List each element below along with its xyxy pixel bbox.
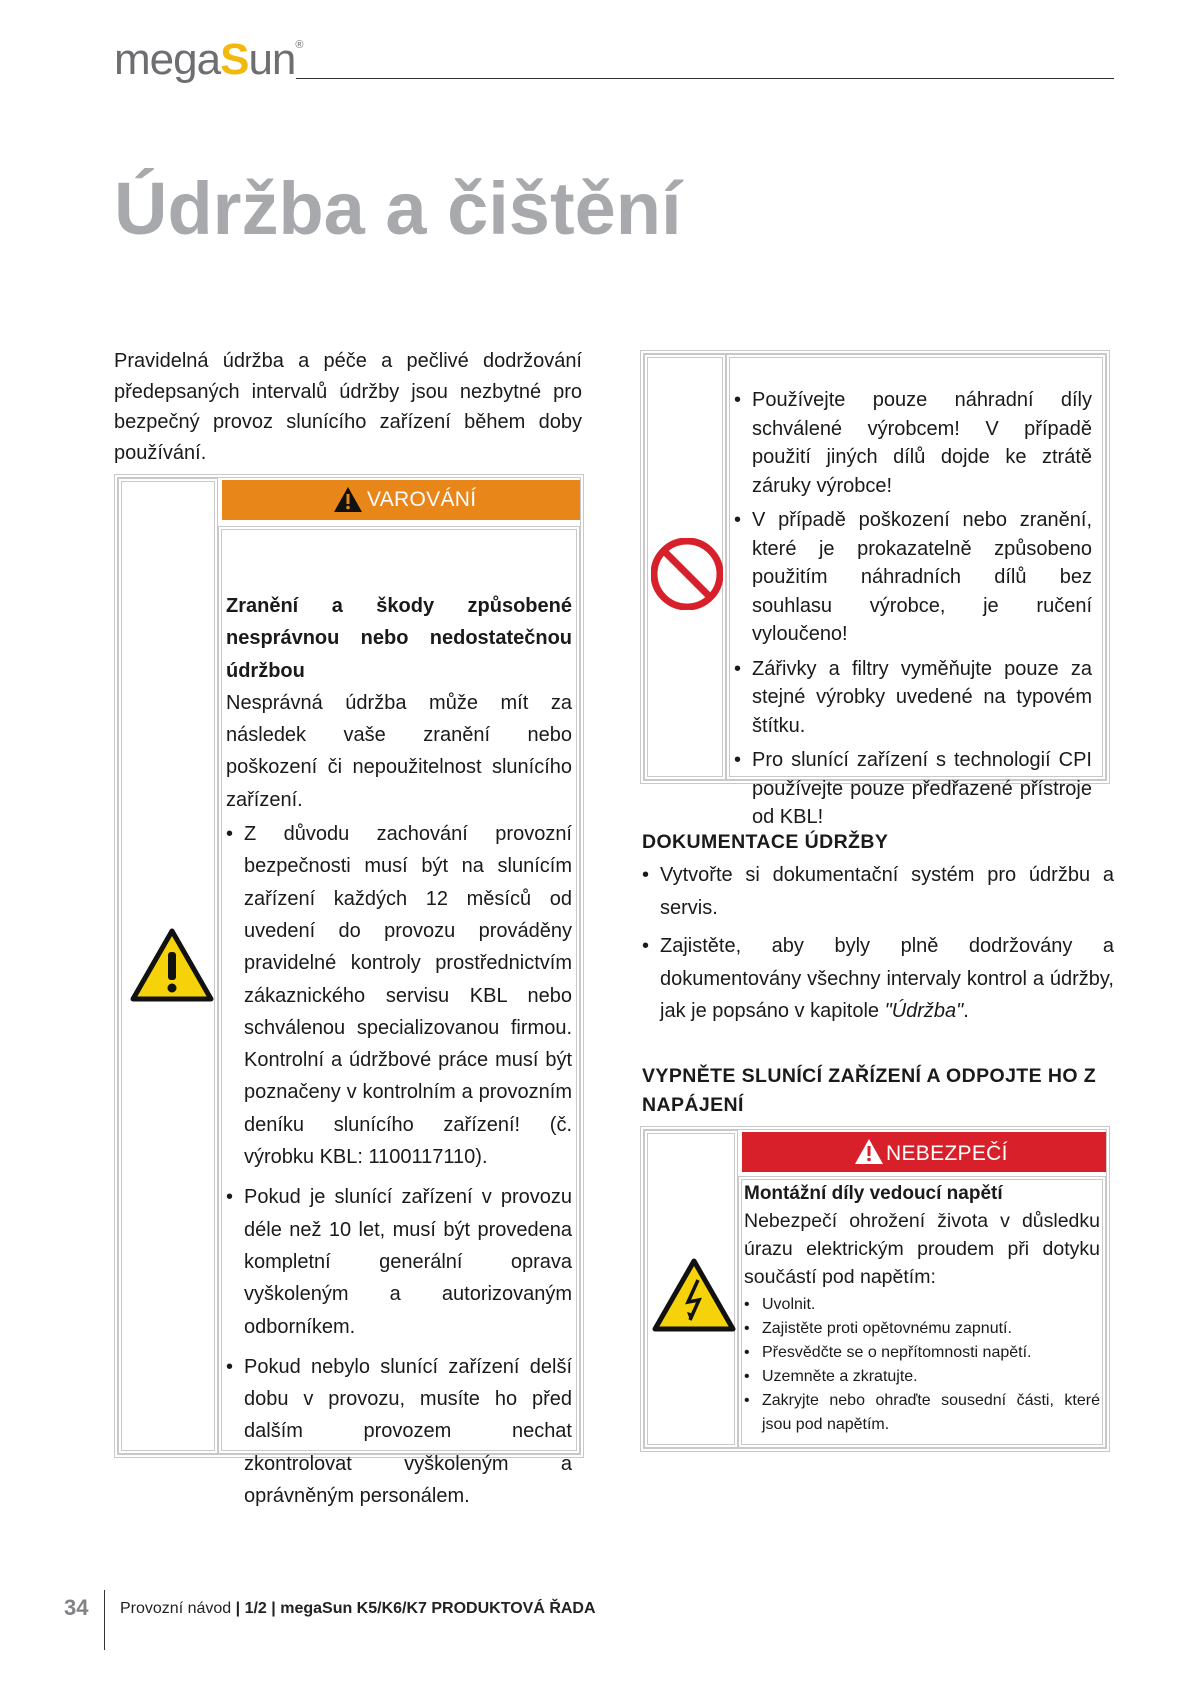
documentation-bullet-list <box>642 859 1114 1028</box>
list-item: • Pro slunící zařízení s technologií CPI používejte pouze předřazené přístroje od KBL! <box>734 746 1092 832</box>
warning-triangle-icon <box>130 928 214 1002</box>
list-item: • V případě poškození nebo zranění, které je prokazatelně způsobeno použitím náhradních dílů bez souhlasu výrobce, je ručení vyloučeno! <box>734 506 1092 649</box>
danger-body: Nebezpečí ohrožení života v důsledku úrazu elektrickým proudem při dotyku součástí pod napětím: <box>744 1210 1100 1288</box>
list-item: • Zakryjte nebo ohraďte sousední části, které jsou pod napětím. <box>744 1389 1100 1437</box>
warning-content-cell <box>218 526 580 1508</box>
prohibition-box <box>640 350 1110 828</box>
prohibition-icon-cell <box>644 354 726 780</box>
danger-banner <box>742 1132 1106 1172</box>
list-item: • Zajistěte, aby byly plně dodržovány a dokumentovány všechny intervaly kontrol a údržby, jak je popsáno v kapitole "Údržba". <box>642 930 1114 1028</box>
footer-doc-name: Provozní návod <box>120 1600 232 1617</box>
list-item: • Používejte pouze náhradní díly schválené výrobcem! V případě použití jiných dílů dojde ke ztrátě záruky výrobce! <box>734 386 1092 500</box>
danger-bullet-list <box>744 1293 1100 1437</box>
list-item: • Zářivky a filtry vyměňujte pouze za stejné výrobky uvedené na typovém štítku. <box>734 655 1092 741</box>
warning-box <box>114 474 584 1508</box>
list-item: • Z důvodu zachování provozní bezpečnosti musí být na slunícím zařízení každých 12 měsíců od uvedení do provozu prováděny pravidelné kontroly prostřednictvím zákaznického servisu KBL nebo schválenou specializovanou firmou. Kontrolní a údržbové práce musí být poznačeny v kontrolním a provozním deníku slunícího zařízení! (č. výrobku KBL: 1100117110). <box>226 818 572 1173</box>
brand-logo: megaSun® <box>114 35 303 84</box>
list-item: • Pokud nebylo slunící zařízení delší dobu v provozu, musíte ho před dalším provozem nechat zkontrolovat vyškoleným a oprávněným personálem. <box>226 1351 572 1512</box>
warning-bullet-list <box>226 818 572 1512</box>
page-number: 34 <box>64 1595 89 1620</box>
prohibition-content-cell <box>726 354 1106 828</box>
footer-product: megaSun K5/K6/K7 PRODUKTOVÁ ŘADA <box>280 1600 596 1617</box>
high-voltage-icon <box>652 1258 736 1332</box>
list-item: • Zajistěte proti opětovnému zapnutí. <box>744 1317 1100 1341</box>
list-item: • Pokud je slunící zařízení v provozu déle než 10 let, musí být provedena kompletní generální oprava vyškoleným a autorizovaným odborníkem. <box>226 1181 572 1342</box>
footer-doc-info: Provozní návod | 1/2 | megaSun K5/K6/K7 PRODUKTOVÁ ŘADA <box>120 1600 596 1617</box>
intro-paragraph: Pravidelná údržba a péče a pečlivé dodržování předepsaných intervalů údržby jsou nezbytné pro bezpečný provoz slunícího zařízení během doby používání. <box>114 350 582 464</box>
warning-icon-cell <box>118 478 218 1454</box>
banner-warning-icon <box>854 1138 884 1165</box>
power-off-heading: VYPNĚTE SLUNÍCÍ ZAŘÍZENÍ A ODPOJTE HO Z NAPÁJENÍ <box>642 1065 1097 1116</box>
footer-part: 1/2 <box>244 1600 267 1617</box>
list-item: • Přesvědčte se o nepřítomnosti napětí. <box>744 1341 1100 1365</box>
prohibition-bullet-list <box>734 386 1092 832</box>
header-rule <box>296 78 1114 79</box>
warning-banner <box>222 480 580 520</box>
page-title: Údržba a čištění <box>114 167 682 250</box>
list-item: • Uvolnit. <box>744 1293 1100 1317</box>
danger-icon-cell <box>644 1130 738 1448</box>
danger-box <box>640 1126 1110 1452</box>
documentation-heading: DOKUMENTACE ÚDRŽBY <box>642 831 889 853</box>
logo-s-letter: S <box>220 35 249 84</box>
banner-warning-icon <box>333 486 363 513</box>
warning-heading: Zranění a škody způsobené nesprávnou nebo nedostatečnou údržbou <box>226 595 572 682</box>
danger-banner-label: NEBEZPEČÍ <box>886 1142 1008 1165</box>
chapter-reference: "Údržba" <box>884 1000 964 1022</box>
danger-content-cell <box>738 1176 1106 1448</box>
danger-heading: Montážní díly vedoucí napětí <box>744 1183 1003 1204</box>
list-item: • Vytvořte si dokumentační systém pro údržbu a servis. <box>642 859 1114 924</box>
footer-rule <box>104 1590 105 1650</box>
list-item: • Uzemněte a zkratujte. <box>744 1365 1100 1389</box>
warning-banner-label: VAROVÁNÍ <box>367 488 477 511</box>
registered-mark: ® <box>295 39 303 51</box>
warning-body: Nesprávná údržba může mít za následek vaše zranění nebo poškození či nepoužitelnost slunícího zařízení. <box>226 691 572 811</box>
prohibition-icon <box>651 538 723 610</box>
documentation-section <box>642 828 1114 1028</box>
